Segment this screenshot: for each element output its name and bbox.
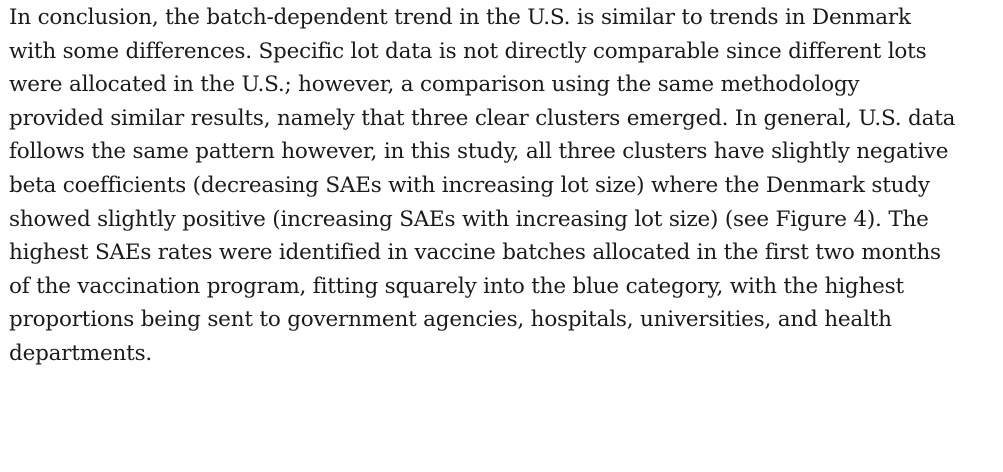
paragraph-line: showed slightly positive (increasing SAEs with increasing lot size) (see Figure 4). The (9, 206, 929, 232)
paragraph-line: follows the same pattern however, in this study, all three clusters have slightly negative (9, 139, 949, 165)
paragraph-line: were allocated in the U.S.; however, a comparison using the same methodology (9, 72, 860, 98)
conclusion-paragraph (9, 0, 995, 371)
paragraph-line: proportions being sent to government agencies, hospitals, universities, and health (9, 307, 892, 333)
paragraph-line: highest SAEs rates were identified in vaccine batches allocated in the first two months (9, 240, 941, 266)
paragraph-line: provided similar results, namely that three clear clusters emerged. In general, U.S. data (9, 105, 956, 131)
paragraph-line: with some differences. Specific lot data is not directly comparable since different lots (9, 38, 927, 64)
paragraph-line: In conclusion, the batch-dependent trend in the U.S. is similar to trends in Denmark (9, 5, 911, 30)
paragraph-line: of the vaccination program, fitting squarely into the blue category, with the highest (9, 273, 904, 299)
paragraph-line: departments. (9, 340, 153, 366)
paragraph-line: beta coefficients (decreasing SAEs with increasing lot size) where the Denmark study (9, 172, 930, 198)
